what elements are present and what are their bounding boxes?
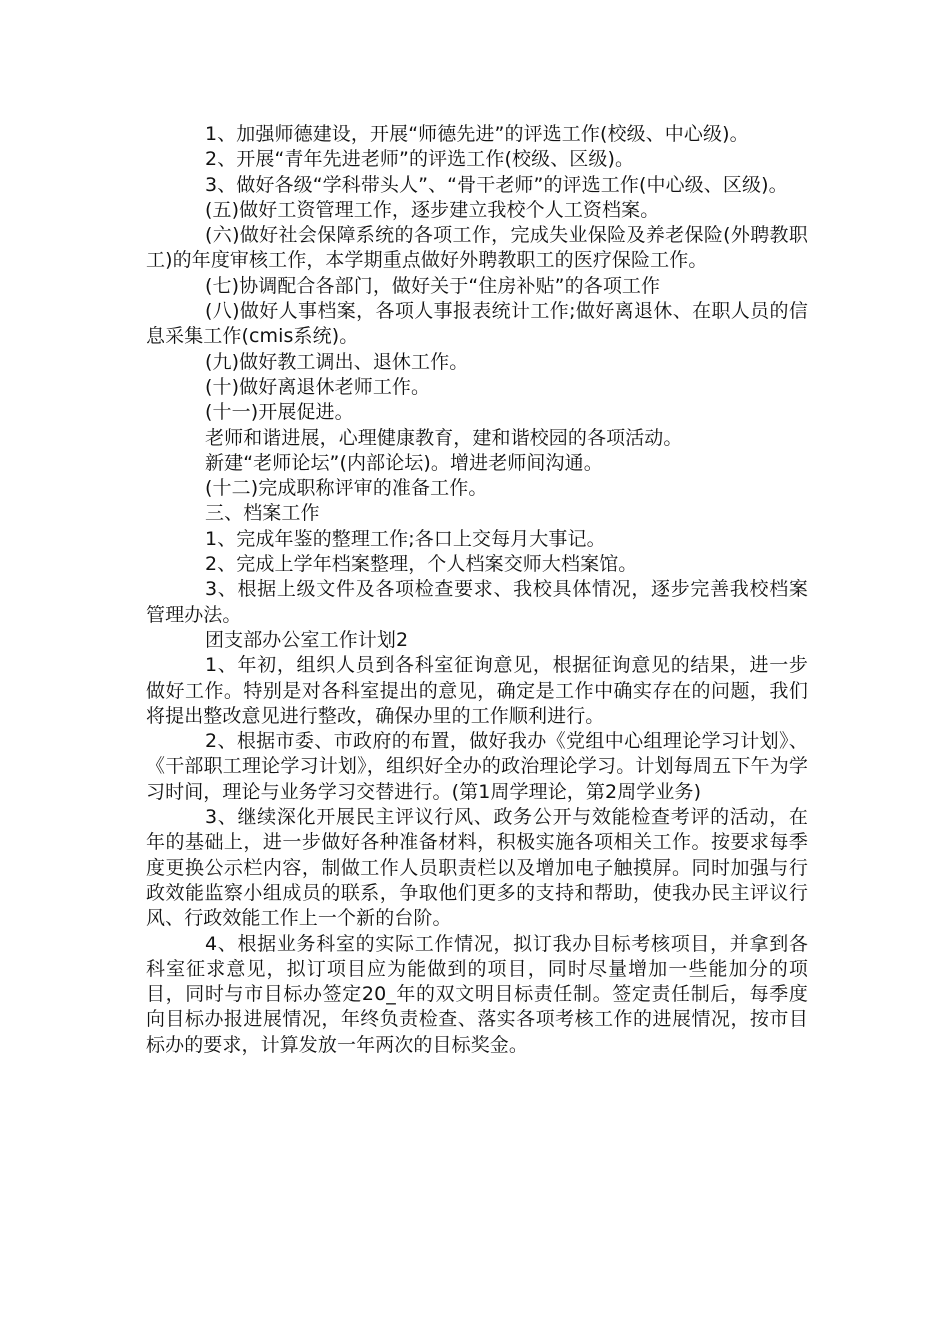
- paragraph-19: 1、年初，组织人员到各科室征询意见，根据征询意见的结果，进一步做好工作。特别是对各科室提出的意见，确定是工作中确实存在的问题，我们将提出整改意见进行整改，确保办里的工作顺利进行。: [146, 654, 808, 727]
- paragraph-5: (六)做好社会保障系统的各项工作，完成失业保险及养老保险(外聘教职工)的年度审核工作，本学期重点做好外聘教职工的医疗保险工作。: [146, 224, 808, 272]
- paragraph-16: 2、完成上学年档案整理，个人档案交师大档案馆。: [205, 553, 638, 576]
- paragraph-12: 新建“老师论坛”(内部论坛)。增进老师间沟通。: [205, 451, 603, 474]
- paragraph-9: (十)做好离退休老师工作。: [205, 375, 431, 398]
- paragraph-11: 老师和谐进展，心理健康教育，建和谐校园的各项活动。: [205, 426, 683, 449]
- document-body: [146, 122, 808, 1058]
- section-heading-plan-2: 团支部办公室工作计划2: [205, 628, 409, 651]
- paragraph-22: 4、根据业务科室的实际工作情况，拟订我办目标考核项目，并拿到各科室征求意见，拟订项目应为能做到的项目，同时尽量增加一些能加分的项目，同时与市目标办签定20_年的双文明目标责任制。签定责任制后，每季度向目标办报进展情况，年终负责检查、落实各项考核工作的进展情况，按市目标办的要求，计算发放一年两次的目标奖金。: [146, 932, 808, 1056]
- paragraph-15: 1、完成年鉴的整理工作;各口上交每月大事记。: [205, 527, 606, 550]
- paragraph-7: (八)做好人事档案，各项人事报表统计工作;做好离退休、在职人员的信息采集工作(cmis系统)。: [146, 300, 808, 348]
- paragraph-21: 3、继续深化开展民主评议行风、政务公开与效能检查考评的活动，在年的基础上，进一步做好各种准备材料，积极实施各项相关工作。按要求每季度更换公示栏内容，制做工作人员职责栏以及增加电子触摸屏。同时加强与行政效能监察小组成员的联系，争取他们更多的支持和帮助，使我办民主评议行风、行政效能工作上一个新的台阶。: [146, 806, 808, 930]
- paragraph-10: (十一)开展促进。: [205, 401, 354, 424]
- paragraph-20: 2、根据市委、市政府的布置，做好我办《党组中心组理论学习计划》、《干部职工理论学习计划》，组织好全办的政治理论学习。计划每周五下午为学习时间，理论与业务学习交替进行。(第1周学理论，第2周学业务): [146, 730, 808, 803]
- paragraph-1: 1、加强师德建设，开展“师德先进”的评选工作(校级、中心级)。: [205, 123, 749, 145]
- paragraph-8: (九)做好教工调出、退休工作。: [205, 350, 469, 373]
- paragraph-13: (十二)完成职称评审的准备工作。: [205, 477, 488, 500]
- paragraph-4: (五)做好工资管理工作，逐步建立我校个人工资档案。: [205, 198, 660, 221]
- paragraph-6: (七)协调配合各部门，做好关于“住房补贴”的各项工作: [205, 274, 661, 297]
- section-heading-archives: 三、档案工作: [205, 502, 320, 525]
- paragraph-2: 2、开展“青年先进老师”的评选工作(校级、区级)。: [205, 148, 635, 171]
- paragraph-3: 3、做好各级“学科带头人”、“骨干老师”的评选工作(中心级、区级)。: [205, 173, 788, 196]
- paragraph-17: 3、根据上级文件及各项检查要求、我校具体情况，逐步完善我校档案管理办法。: [146, 578, 808, 626]
